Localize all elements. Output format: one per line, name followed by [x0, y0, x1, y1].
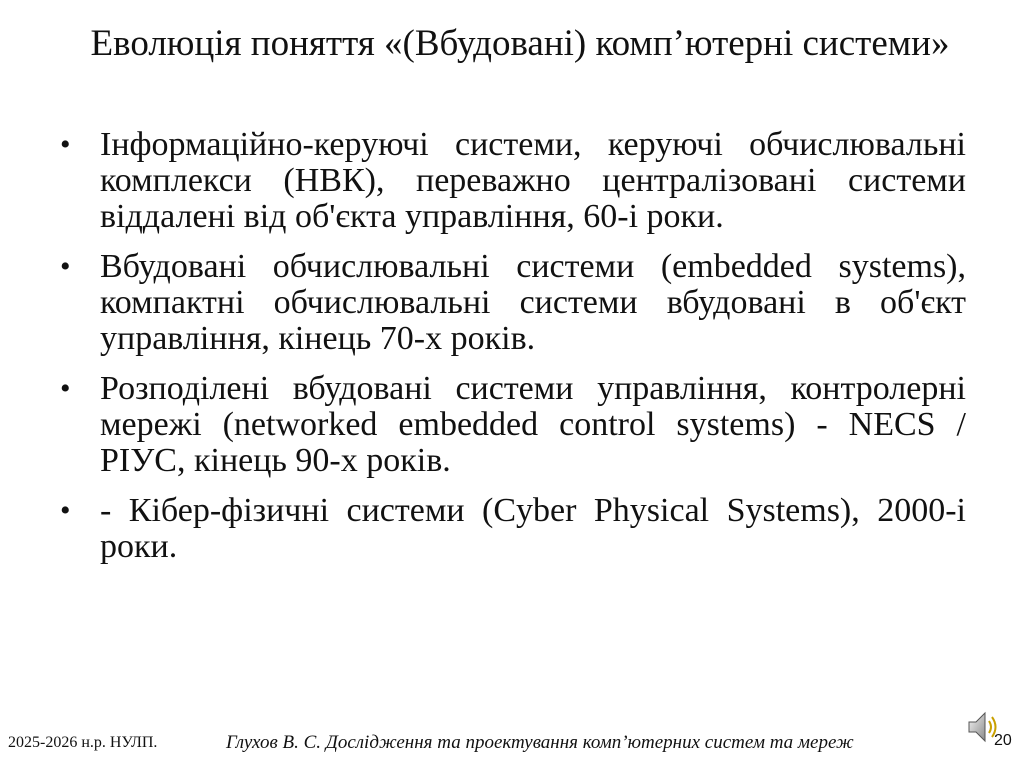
footer-year-institution: 2025-2026 н.р. НУЛП. [8, 734, 158, 751]
bullet-icon: • [60, 128, 71, 161]
bullet-text: Вбудовані обчислювальні системи (embedded systems), компактні обчислювальні системи вбудовані в об'єкт управління, кінець 70-х років. [100, 248, 966, 357]
bullet-icon: • [60, 372, 71, 405]
bullet-icon: • [60, 494, 71, 527]
bullet-text: - Кібер-фізичні системи (Cyber Physical Systems), 2000-і роки. [100, 492, 966, 565]
bullet-icon: • [60, 250, 71, 283]
bullet-item [56, 249, 966, 357]
bullet-item [56, 493, 966, 565]
bullet-item [56, 371, 966, 479]
page-number: 20 [994, 732, 1012, 749]
slide-title: Еволюція поняття «(Вбудовані) комп’ютерні системи» [90, 23, 950, 64]
footer-course-title: Глухов В. С. Дослідження та проектування комп’ютерних систем та мереж [226, 732, 854, 753]
bullet-list [56, 127, 966, 579]
bullet-item [56, 127, 966, 235]
bullet-text: Інформаційно-керуючі системи, керуючі обчислювальні комплекси (НВК), переважно централізовані системи віддалені від об'єкта управління, 60-і роки. [100, 126, 966, 235]
bullet-text: Розподілені вбудовані системи управління, контролерні мережі (networked embedded control systems) - NECS / РІУС, кінець 90-х років. [100, 370, 966, 479]
